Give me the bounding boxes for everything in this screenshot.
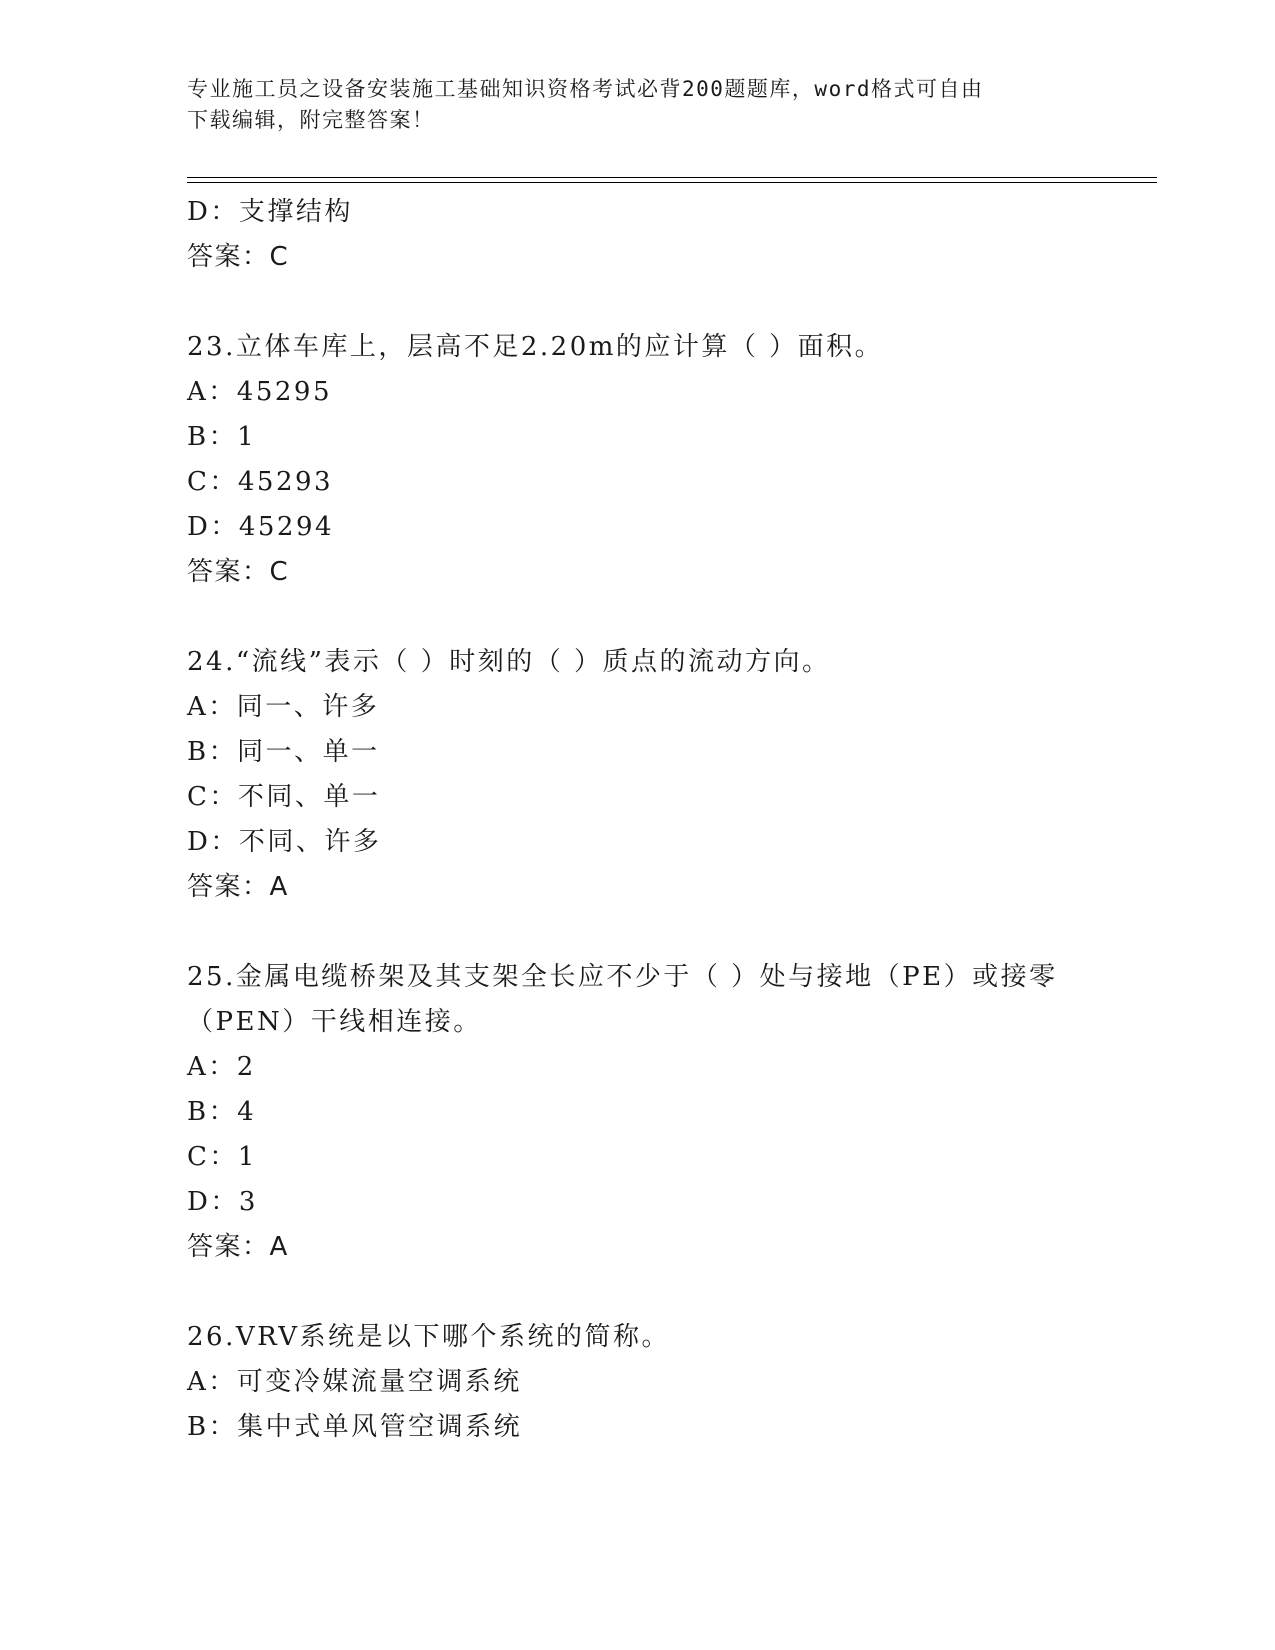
- header-divider-bottom: [187, 182, 1157, 183]
- q25-answer: 答案：A: [187, 1232, 289, 1262]
- q23-stem: 23.立体车库上，层高不足2.20m的应计算（ ）面积。: [187, 332, 884, 362]
- document-header: [187, 74, 1087, 136]
- spacer: [187, 1270, 1147, 1315]
- q22-option-d: D：支撑结构: [187, 197, 353, 227]
- spacer: [187, 595, 1147, 640]
- q25-option-d: D：3: [187, 1187, 258, 1217]
- q25-option-c: C：1: [187, 1142, 257, 1172]
- q24-option-d: D：不同、许多: [187, 827, 382, 857]
- q25-stem-line-2: （PEN）干线相连接。: [187, 1007, 482, 1037]
- header-title-line-2: 下载编辑，附完整答案！: [187, 108, 435, 132]
- q23-option-c: C：45293: [187, 467, 334, 497]
- q24-option-c: C：不同、单一: [187, 782, 381, 812]
- q25-option-b: B：4: [187, 1097, 257, 1127]
- q24-answer: 答案：A: [187, 872, 289, 902]
- spacer: [187, 280, 1147, 325]
- spacer: [187, 910, 1147, 955]
- q26-option-a: A：可变冷媒流量空调系统: [187, 1367, 522, 1397]
- q23-answer: 答案：C: [187, 557, 290, 587]
- q23-option-a: A：45295: [187, 377, 332, 407]
- q24-option-a: A：同一、许多: [187, 692, 380, 722]
- q26-stem: 26.VRV系统是以下哪个系统的简称。: [187, 1322, 671, 1352]
- question-list: [187, 190, 1147, 1450]
- q26-option-b: B：集中式单风管空调系统: [187, 1412, 523, 1442]
- q25-stem-line-1: 25.金属电缆桥架及其支架全长应不少于（ ）处与接地（PE）或接零: [187, 962, 1058, 992]
- q23-option-d: D：45294: [187, 512, 335, 542]
- q22-answer: 答案：C: [187, 242, 290, 272]
- q24-stem: 24.“流线”表示（ ）时刻的（ ）质点的流动方向。: [187, 647, 831, 677]
- q25-option-a: A：2: [187, 1052, 256, 1082]
- header-title-line-1: 专业施工员之设备安装施工基础知识资格考试必背200题题库，word格式可自由: [187, 77, 984, 101]
- header-divider-top: [187, 177, 1157, 178]
- q24-option-b: B：同一、单一: [187, 737, 380, 767]
- q23-option-b: B：1: [187, 422, 257, 452]
